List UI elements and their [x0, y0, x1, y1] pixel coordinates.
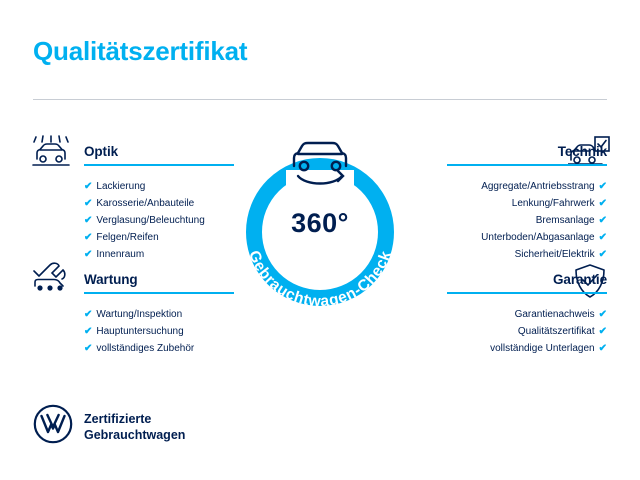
footer-line-1: Zertifizierte	[84, 411, 152, 426]
section-optik-title: Optik	[84, 144, 119, 159]
section-technik-title: Technik	[557, 144, 607, 159]
list-item	[481, 212, 607, 229]
section-optik-items	[84, 178, 205, 263]
list-item	[481, 178, 607, 195]
footer-line-2: Gebrauchtwagen	[84, 427, 186, 442]
list-item-label: Lenkung/Fahrwerk	[511, 198, 595, 209]
list-item	[84, 323, 194, 340]
check-icon: ✔	[84, 249, 93, 260]
check-icon: ✔	[598, 232, 607, 243]
list-item	[490, 340, 607, 357]
check-icon: ✔	[84, 343, 93, 354]
list-item	[84, 212, 205, 229]
list-item-label: Bremsanlage	[535, 215, 595, 226]
section-garantie-title: Garantie	[553, 272, 607, 287]
badge-360-check	[226, 120, 414, 320]
list-item-label: Karosserie/Anbauteile	[96, 198, 195, 209]
section-wartung-title: Wartung	[84, 272, 138, 287]
check-icon: ✔	[598, 309, 607, 320]
check-icon: ✔	[84, 198, 93, 209]
list-item	[84, 178, 205, 195]
check-icon: ✔	[84, 309, 93, 320]
section-wartung-divider	[84, 292, 234, 294]
section-garantie	[447, 272, 607, 354]
list-item	[84, 195, 205, 212]
car-wash-icon	[30, 135, 72, 174]
list-item-label: Aggregate/Antriebsstrang	[481, 181, 595, 192]
list-item-label: Unterboden/Abgasanlage	[481, 232, 595, 243]
check-icon: ✔	[84, 326, 93, 337]
wrench-service-icon	[30, 262, 74, 301]
check-icon: ✔	[598, 343, 607, 354]
section-garantie-items	[490, 306, 607, 357]
section-garantie-divider	[447, 292, 607, 294]
list-item-label: Wartung/Inspektion	[96, 309, 183, 320]
check-icon: ✔	[598, 215, 607, 226]
badge-center-label: 360°	[291, 208, 349, 238]
list-item	[481, 229, 607, 246]
check-icon: ✔	[84, 181, 93, 192]
list-item-label: Innenraum	[96, 249, 145, 260]
section-wartung	[84, 272, 234, 354]
list-item	[490, 323, 607, 340]
list-item	[481, 195, 607, 212]
vw-logo	[33, 404, 73, 449]
check-icon: ✔	[598, 198, 607, 209]
list-item-label: Hauptuntersuchung	[96, 326, 184, 337]
list-item-label: vollständige Unterlagen	[490, 343, 595, 354]
list-item-label: Sicherheit/Elektrik	[514, 249, 595, 260]
section-wartung-items	[84, 306, 194, 357]
check-icon: ✔	[598, 249, 607, 260]
list-item	[481, 246, 607, 263]
list-item	[84, 246, 205, 263]
page-title: Qualitätszertifikat	[33, 36, 248, 66]
list-item-label: Felgen/Reifen	[96, 232, 159, 243]
list-item	[84, 306, 194, 323]
check-icon: ✔	[84, 232, 93, 243]
section-technik	[447, 144, 607, 260]
list-item	[84, 229, 205, 246]
section-optik	[84, 144, 234, 260]
list-item-label: Garantienachweis	[514, 309, 595, 320]
list-item-label: Lackierung	[96, 181, 146, 192]
svg-text:Gebrauchtwagen-Check: Gebrauchtwagen-Check	[245, 248, 395, 311]
section-optik-divider	[84, 164, 234, 166]
check-icon: ✔	[598, 326, 607, 337]
footer-text	[84, 411, 185, 443]
title-divider	[33, 99, 607, 100]
list-item	[490, 306, 607, 323]
list-item-label: Qualitätszertifikat	[517, 326, 595, 337]
section-technik-divider	[447, 164, 607, 166]
list-item-label: vollständiges Zubehör	[96, 343, 195, 354]
footer-brand	[33, 404, 185, 449]
section-technik-items	[481, 178, 607, 263]
check-icon: ✔	[84, 215, 93, 226]
check-icon: ✔	[598, 181, 607, 192]
list-item	[84, 340, 194, 357]
list-item-label: Verglasung/Beleuchtung	[96, 215, 205, 226]
